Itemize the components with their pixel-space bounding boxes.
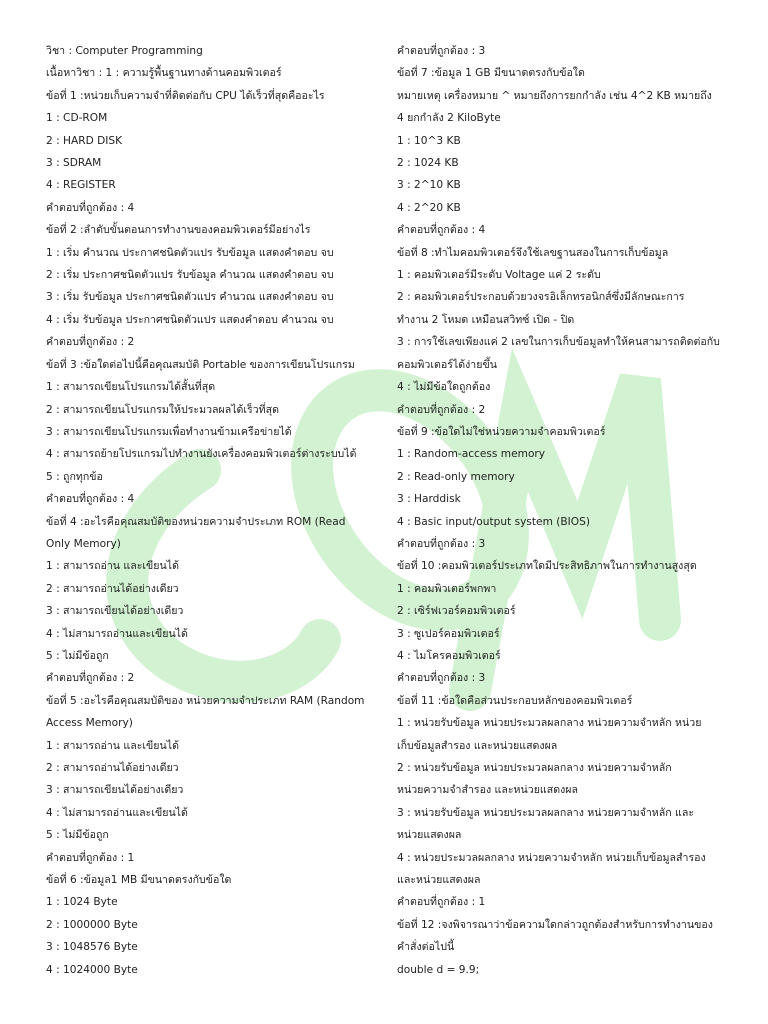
left-column-line: 3 : เริ่ม รับข้อมูล ประกาศชนิดตัวแปร คำนวณ แสดงคำตอบ จบ xyxy=(46,291,334,304)
right-column-line: เก็บข้อมูลสำรอง และหน่วยแสดงผล xyxy=(397,739,558,752)
left-column xyxy=(46,40,396,981)
left-column-line: ข้อที่ 2 :ลำดับขั้นตอนการทำงานของคอมพิวเตอร์มีอย่างไร xyxy=(46,224,311,237)
right-column-line: 1 : คอมพิวเตอร์มีระดับ Voltage แค่ 2 ระดับ xyxy=(397,269,601,282)
left-column-line: 4 : เริ่ม รับข้อมูล ประกาศชนิดตัวแปร แสดงคำตอบ คำนวณ จบ xyxy=(46,313,334,326)
right-column-line: 1 : คอมพิวเตอร์พกพา xyxy=(397,582,497,595)
right-column-line: คำสั่งต่อไปนี้ xyxy=(397,941,455,954)
right-column-line: ข้อที่ 12 :จงพิจารณาว่าข้อความใดกล่าวถูกต้องสำหรับการทำงานของ xyxy=(397,918,713,931)
right-column-line: คำตอบที่ถูกต้อง : 4 xyxy=(397,224,486,237)
left-column-line: 2 : สามารถเขียนโปรแกรมให้ประมวลผลได้เร็วที่สุด xyxy=(46,403,280,416)
left-column-line: 4 : ไม่สามารถอ่านและเขียนได้ xyxy=(46,627,188,640)
right-column-line: 4 : Basic input/output system (BIOS) xyxy=(397,515,590,528)
left-column-line: 3 : สามารถเขียนได้อย่างเดียว xyxy=(46,605,184,618)
left-column-line: 4 : ไม่สามารถอ่านและเขียนได้ xyxy=(46,806,188,819)
left-column-line: 4 : 1024000 Byte xyxy=(46,963,138,976)
left-column-line: 1 : เริ่ม คำนวณ ประกาศชนิดตัวแปร รับข้อมูล แสดงคำตอบ จบ xyxy=(46,246,334,259)
left-column-line: ข้อที่ 5 :อะไรคือคุณสมบัติของ หน่วยความจำประเภท RAM (Random xyxy=(46,694,365,707)
left-column-line: 2 : 1000000 Byte xyxy=(46,918,138,931)
left-column-line: คำตอบที่ถูกต้อง : 1 xyxy=(46,851,135,864)
left-column-line: 5 : ถูกทุกข้อ xyxy=(46,470,103,483)
left-column-line: 5 : ไม่มีข้อถูก xyxy=(46,829,109,842)
left-column-line: คำตอบที่ถูกต้อง : 2 xyxy=(46,672,135,685)
right-column-line: 1 : 10^3 KB xyxy=(397,134,461,147)
left-column-line: เนื้อหาวิชา : 1 : ความรู้พื้นฐานทางด้านคอมพิวเตอร์ xyxy=(46,67,282,80)
left-column-line: 2 : สามารถอ่านได้อย่างเดียว xyxy=(46,762,179,774)
left-column-line: Only Memory) xyxy=(46,537,121,550)
right-column-line: 2 : Read-only memory xyxy=(397,470,515,483)
right-column-line: 4 : หน่วยประมวลผลกลาง หน่วยความจำหลัก หน่วยเก็บข้อมูลสำรอง xyxy=(397,851,706,864)
right-column-line: 2 : 1024 KB xyxy=(397,157,459,170)
right-column xyxy=(397,40,742,981)
right-column-line: 4 ยกกำลัง 2 KiloByte xyxy=(397,112,501,125)
right-column-line: ข้อที่ 9 :ข้อใดไม่ใช่หน่วยความจำคอมพิวเตอร์ xyxy=(397,425,606,438)
left-column-line: ข้อที่ 6 :ข้อมูล1 MB มีขนาดตรงกับข้อใด xyxy=(46,874,232,887)
right-column-line: หน่วยแสดงผล xyxy=(397,829,462,842)
left-column-line: ข้อที่ 1 :หน่วยเก็บความจำที่ติดต่อกับ CPU ได้เร็วที่สุดคืออะไร xyxy=(46,89,325,102)
right-column-line: ข้อที่ 11 :ข้อใดคือส่วนประกอบหลักของคอมพิวเตอร์ xyxy=(397,694,633,707)
right-column-line: 3 : Harddisk xyxy=(397,493,461,506)
left-column-line: 1 : สามารถอ่าน และเขียนได้ xyxy=(46,560,179,573)
left-column-line: Access Memory) xyxy=(46,717,133,730)
right-column-line: 1 : Random-access memory xyxy=(397,448,546,461)
right-column-line: ข้อที่ 10 :คอมพิวเตอร์ประเภทใดมีประสิทธิภาพในการทำงานสูงสุด xyxy=(397,560,697,573)
left-column-line: 3 : 1048576 Byte xyxy=(46,941,138,954)
left-column-line: คำตอบที่ถูกต้อง : 2 xyxy=(46,336,135,349)
right-column-line: 4 : 2^20 KB xyxy=(397,201,461,214)
right-column-line: 2 : เซิร์ฟเวอร์คอมพิวเตอร์ xyxy=(397,605,516,618)
right-column-line: คำตอบที่ถูกต้อง : 3 xyxy=(397,537,486,550)
right-column-line: 1 : หน่วยรับข้อมูล หน่วยประมวลผลกลาง หน่วยความจำหลัก หน่วย xyxy=(397,717,702,730)
right-column-line: double d = 9.9; xyxy=(397,963,480,976)
right-column-line: คำตอบที่ถูกต้อง : 3 xyxy=(397,672,486,685)
left-column-line: 1 : CD-ROM xyxy=(46,112,108,125)
right-column-line: 3 : หน่วยรับข้อมูล หน่วยประมวลผลกลาง หน่วยความจำหลัก และ xyxy=(397,806,695,819)
right-column-line: หน่วยความจำสำรอง และหน่วยแสดงผล xyxy=(397,784,578,797)
right-column-line: คอมพิวเตอร์ได้ง่ายขึ้น xyxy=(397,358,497,371)
left-column-line: ข้อที่ 4 :อะไรคือคุณสมบัติของหน่วยความจำประเภท ROM (Read xyxy=(46,515,346,528)
right-column-line: คำตอบที่ถูกต้อง : 2 xyxy=(397,403,486,416)
left-column-line: 1 : สามารถอ่าน และเขียนได้ xyxy=(46,739,179,752)
right-column-line: ข้อที่ 7 :ข้อมูล 1 GB มีขนาดตรงกับข้อใด xyxy=(397,67,585,80)
left-column-line: 3 : สามารถเขียนได้อย่างเดียว xyxy=(46,784,184,797)
right-column-line: 2 : คอมพิวเตอร์ประกอบด้วยวงจรอิเล็กทรอนิกส์ซึ่งมีลักษณะการ xyxy=(397,291,685,304)
left-column-line: 2 : สามารถอ่านได้อย่างเดียว xyxy=(46,582,179,595)
right-column-line: หมายเหตุ เครื่องหมาย ^ หมายถึงการยกกำลัง เช่น 4^2 KB หมายถึง xyxy=(397,89,712,102)
right-column-line: 4 : ไมโครคอมพิวเตอร์ xyxy=(397,649,501,662)
left-column-line: 5 : ไม่มีข้อถูก xyxy=(46,649,109,662)
right-column-line: 4 : ไม่มีข้อใดถูกต้อง xyxy=(397,381,491,394)
left-column-line: คำตอบที่ถูกต้อง : 4 xyxy=(46,493,135,506)
right-column-line: 3 : ซูเปอร์คอมพิวเตอร์ xyxy=(397,627,500,640)
right-column-line: คำตอบที่ถูกต้อง : 1 xyxy=(397,896,486,909)
right-column-line: 2 : หน่วยรับข้อมูล หน่วยประมวลผลกลาง หน่วยความจำหลัก xyxy=(397,762,672,774)
left-column-line: 3 : สามารถเขียนโปรแกรมเพื่อทำงานข้ามเครือข่ายได้ xyxy=(46,425,292,438)
right-column-line: และหน่วยแสดงผล xyxy=(397,874,481,887)
left-column-line: 1 : สามารถเขียนโปรแกรมได้สั้นที่สุด xyxy=(46,381,216,394)
left-column-line: 4 : สามารถย้ายโปรแกรมไปทำงานยังเครื่องคอมพิวเตอร์ต่างระบบได้ xyxy=(46,448,357,461)
right-column-line: คำตอบที่ถูกต้อง : 3 xyxy=(397,45,486,57)
left-column-line: 1 : 1024 Byte xyxy=(46,896,118,909)
right-column-line: 3 : 2^10 KB xyxy=(397,179,461,192)
left-column-line: 3 : SDRAM xyxy=(46,157,102,170)
right-column-line: ทำงาน 2 โหมด เหมือนสวิทซ์ เปิด - ปิด xyxy=(397,313,575,326)
left-column-line: 4 : REGISTER xyxy=(46,179,116,192)
left-column-line: 2 : เริ่ม ประกาศชนิดตัวแปร รับข้อมูล คำนวณ แสดงคำตอบ จบ xyxy=(46,269,334,282)
left-column-line: ข้อที่ 3 :ข้อใดต่อไปนี้คือคุณสมบัติ Portable ของการเขียนโปรแกรม xyxy=(46,358,355,371)
left-column-line: วิชา : Computer Programming xyxy=(46,45,203,57)
right-column-line: ข้อที่ 8 :ทำไมคอมพิวเตอร์จึงใช้เลขฐานสองในการเก็บข้อมูล xyxy=(397,246,669,259)
right-column-line: 3 : การใช้เลขเพียงแค่ 2 เลขในการเก็บข้อมูลทำให้คนสามารถติดต่อกับ xyxy=(397,336,720,349)
left-column-line: 2 : HARD DISK xyxy=(46,134,123,147)
left-column-line: คำตอบที่ถูกต้อง : 4 xyxy=(46,201,135,214)
